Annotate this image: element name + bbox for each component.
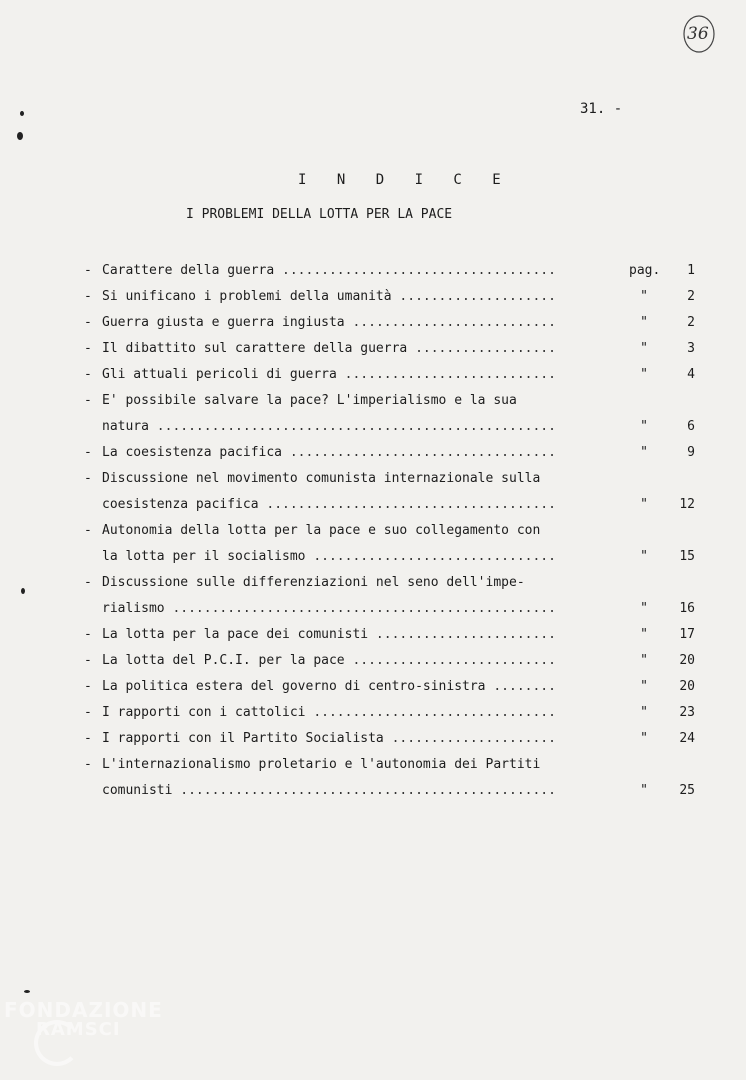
page-number-ref: 25 <box>679 783 695 798</box>
page-number-ref: 2 <box>687 289 695 304</box>
entry-dash: - <box>84 705 92 720</box>
table-of-contents <box>84 258 704 804</box>
page-label: pag. <box>629 263 661 278</box>
toc-entry-title: comunisti ................................................ <box>102 783 556 798</box>
toc-entry-line <box>84 336 704 362</box>
leader-dots: ..................... <box>383 731 556 746</box>
leader-dots: .................................. <box>282 445 556 460</box>
toc-entry-line <box>84 596 704 622</box>
toc-entry-title: La lotta per la pace dei comunisti ....................... <box>102 627 556 642</box>
toc-entry-line <box>84 440 704 466</box>
toc-entry-title: Guerra giusta e guerra ingiusta .......................... <box>102 315 556 330</box>
leader-dots: ........ <box>485 679 556 694</box>
toc-entry-line <box>84 622 704 648</box>
toc-entry-title: La politica estera del governo di centro-sinistra ........ <box>102 679 556 694</box>
page-number-ref: 9 <box>687 445 695 460</box>
page-number-ref: 6 <box>687 419 695 434</box>
page-number-ref: 2 <box>687 315 695 330</box>
toc-entry-line <box>84 388 704 414</box>
entry-dash: - <box>84 627 92 642</box>
toc-entry-line <box>84 778 704 804</box>
toc-entry-title: I rapporti con i cattolici ............................... <box>102 705 556 720</box>
entry-dash: - <box>84 523 92 538</box>
toc-entry-line <box>84 648 704 674</box>
page-label: " <box>640 601 648 616</box>
page-label: " <box>640 627 648 642</box>
page-number-ref: 20 <box>679 653 695 668</box>
entry-dash: - <box>84 653 92 668</box>
toc-entry-line <box>84 570 704 596</box>
entry-dash: - <box>84 679 92 694</box>
leader-dots: ................................................ <box>172 783 556 798</box>
toc-entry-title: La lotta del P.C.I. per la pace .......................... <box>102 653 556 668</box>
toc-entry-title: I rapporti con il Partito Socialista ..................... <box>102 731 556 746</box>
leader-dots: .................. <box>407 341 556 356</box>
page-label: " <box>640 341 648 356</box>
document-page: 36 31. - I N D I C E I PROBLEMI DELLA LOTTA PER LA PACE - pag. 1 Carattere della guerra ................................... - " 2 Si unificano i problemi della umanità .................... - " 2 Guerra giusta e guerra ingiusta .......................... - " 3 Il dibattito sul carattere della guerra .................. - " 4 Gli attuali pericoli di guerra ........................... - E' possibile salvare la pace? L'imperialismo e la sua " 6 natura ................................................... - " 9 La coesistenza pacifica .................................. - Discussione nel movimento comunista internazionale sulla " 12 coesistenza pacifica ..................................... - Autonomia della lotta per la pace e suo collegamento con " 15 la lotta per il socialismo ............................... - Discussione sulle differenziazioni nel seno dell'impe- " 16 rialismo ................................................. - " 17 La lotta per la pace dei comunisti ....................... - " 20 La lotta del P.C.I. per la pace .......................... - " 20 La politica estera del governo di centro-sinistra ........ - " 23 I rapporti con i cattolici ............................... - " 24 I rapporti con il Partito Socialista ..................... - L'internazionalismo proletario e l'autonomia dei Partiti " 25 comunisti ................................................ FONDAZIONE RAMSCI <box>0 0 746 1080</box>
page-number-ref: 15 <box>679 549 695 564</box>
leader-dots: .......................... <box>344 653 556 668</box>
foundation-watermark: FONDAZIONE RAMSCI <box>4 1000 163 1040</box>
index-subtitle: I PROBLEMI DELLA LOTTA PER LA PACE <box>186 207 453 222</box>
toc-entry-title: coesistenza pacifica ..................................... <box>102 497 556 512</box>
page-number-ref: 4 <box>687 367 695 382</box>
toc-entry-title: rialismo ................................................. <box>102 601 556 616</box>
toc-entry-title: Il dibattito sul carattere della guerra .................. <box>102 341 556 356</box>
entry-dash: - <box>84 289 92 304</box>
entry-dash: - <box>84 575 92 590</box>
toc-entry-line <box>84 466 704 492</box>
page-number-ref: 12 <box>679 497 695 512</box>
page-number: 31. - <box>580 101 623 117</box>
leader-dots: ................................................... <box>148 419 556 434</box>
page-label: " <box>640 445 648 460</box>
page-number-ref: 16 <box>679 601 695 616</box>
toc-entry-title: Discussione nel movimento comunista internazionale sulla <box>102 471 541 486</box>
leader-dots: ............................... <box>305 549 556 564</box>
leader-dots: ................................................. <box>164 601 556 616</box>
entry-dash: - <box>84 393 92 408</box>
toc-entry-title: Gli attuali pericoli di guerra ........................... <box>102 367 556 382</box>
binding-hole-mark <box>20 111 24 116</box>
leader-dots: .......................... <box>344 315 556 330</box>
toc-entry-title: La coesistenza pacifica .................................. <box>102 445 556 460</box>
toc-entry-line <box>84 544 704 570</box>
entry-dash: - <box>84 315 92 330</box>
page-label: " <box>640 731 648 746</box>
leader-dots: ........................... <box>336 367 556 382</box>
leader-dots: .................... <box>391 289 556 304</box>
page-number-ref: 17 <box>679 627 695 642</box>
entry-dash: - <box>84 367 92 382</box>
toc-entry-line <box>84 414 704 440</box>
toc-entry-title: la lotta per il socialismo ............................... <box>102 549 556 564</box>
toc-entry-line <box>84 518 704 544</box>
entry-dash: - <box>84 263 92 278</box>
entry-dash: - <box>84 471 92 486</box>
page-label: " <box>640 549 648 564</box>
toc-entry-title: Autonomia della lotta per la pace e suo collegamento con <box>102 523 541 538</box>
toc-entry-line <box>84 726 704 752</box>
page-label: " <box>640 705 648 720</box>
page-label: " <box>640 497 648 512</box>
toc-entry-line <box>84 284 704 310</box>
page-number-ref: 1 <box>687 263 695 278</box>
toc-entry-line <box>84 752 704 778</box>
toc-entry-title: natura ................................................... <box>102 419 556 434</box>
toc-entry-title: Si unificano i problemi della umanità .................... <box>102 289 556 304</box>
toc-entry-title: L'internazionalismo proletario e l'autonomia dei Partiti <box>102 757 541 772</box>
entry-dash: - <box>84 731 92 746</box>
entry-dash: - <box>84 757 92 772</box>
page-label: " <box>640 289 648 304</box>
entry-dash: - <box>84 341 92 356</box>
page-number-ref: 24 <box>679 731 695 746</box>
leader-dots: ................................... <box>274 263 556 278</box>
page-label: " <box>640 653 648 668</box>
binding-hole-mark <box>21 588 25 594</box>
toc-entry-title: Discussione sulle differenziazioni nel seno dell'impe- <box>102 575 525 590</box>
toc-entry-line <box>84 700 704 726</box>
entry-dash: - <box>84 445 92 460</box>
binding-hole-mark <box>24 990 30 993</box>
toc-entry-line <box>84 362 704 388</box>
toc-entry-title: E' possibile salvare la pace? L'imperialismo e la sua <box>102 393 517 408</box>
page-number-ref: 23 <box>679 705 695 720</box>
toc-entry-line <box>84 674 704 700</box>
page-number-ref: 20 <box>679 679 695 694</box>
leader-dots: ............................... <box>305 705 556 720</box>
stamp-number: 36 <box>687 24 709 44</box>
toc-entry-line <box>84 492 704 518</box>
toc-entry-line <box>84 310 704 336</box>
page-label: " <box>640 419 648 434</box>
leader-dots: ..................................... <box>258 497 556 512</box>
binding-hole-mark <box>17 132 23 140</box>
toc-entry-title: Carattere della guerra ................................... <box>102 263 556 278</box>
page-label: " <box>640 367 648 382</box>
leader-dots: ....................... <box>368 627 556 642</box>
page-label: " <box>640 315 648 330</box>
page-number-ref: 3 <box>687 341 695 356</box>
page-label: " <box>640 783 648 798</box>
toc-entry-line <box>84 258 704 284</box>
page-label: " <box>640 679 648 694</box>
